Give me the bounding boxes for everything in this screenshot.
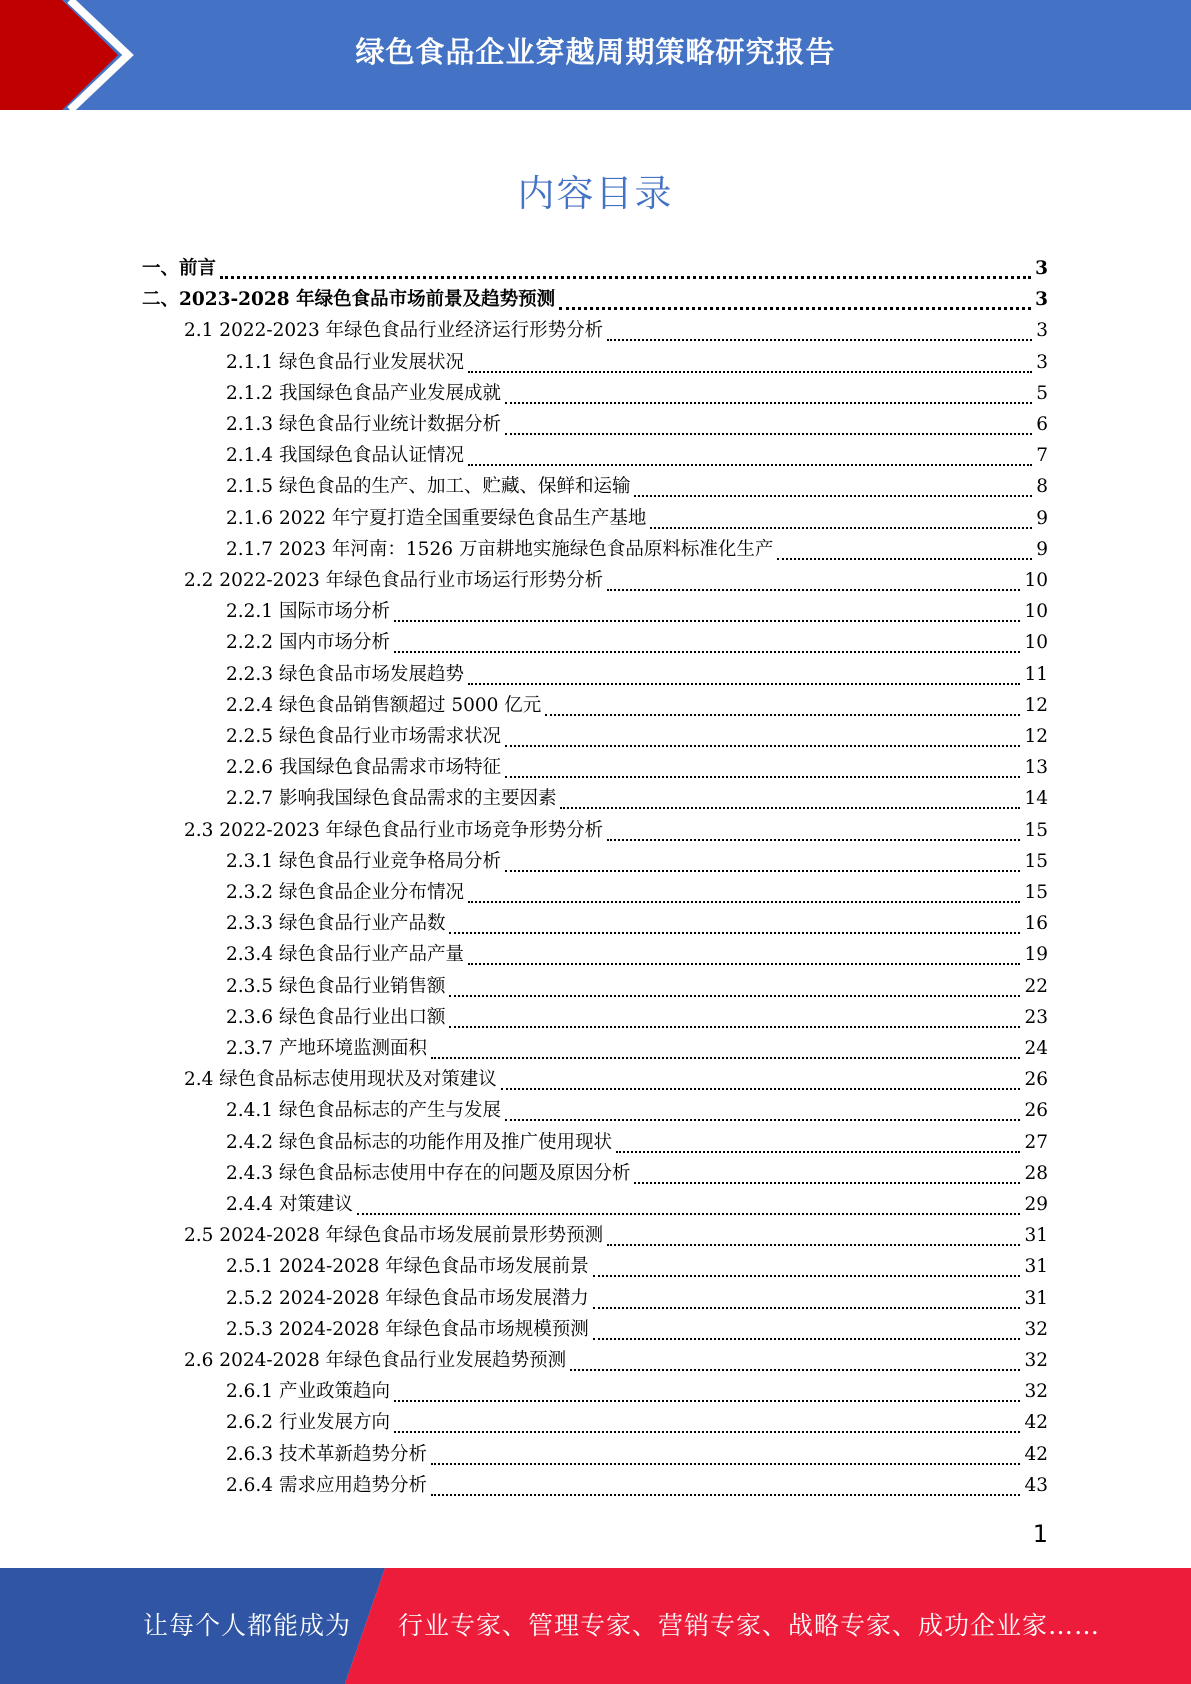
toc-entry-label: 2.1.6 2022 年宁夏打造全国重要绿色食品生产基地 xyxy=(226,507,647,529)
toc-entry-page: 42 xyxy=(1024,1443,1048,1465)
toc-leader-dots xyxy=(545,714,1020,716)
toc-entry[interactable] xyxy=(226,1284,1048,1315)
toc-entry-page: 12 xyxy=(1024,726,1048,747)
toc-leader-dots xyxy=(431,1463,1020,1465)
toc-entry[interactable] xyxy=(226,784,1048,815)
toc-leader-dots xyxy=(570,1369,1020,1371)
toc-entry-label: 2.1.3 绿色食品行业统计数据分析 xyxy=(226,414,501,435)
toc-leader-dots xyxy=(505,745,1020,747)
toc-entry[interactable] xyxy=(142,254,1048,285)
toc-entry[interactable] xyxy=(226,628,1048,659)
toc-entry-page: 10 xyxy=(1024,570,1048,591)
toc-entry-page: 32 xyxy=(1024,1318,1048,1340)
toc-entry-page: 5 xyxy=(1036,382,1048,404)
toc-entry-page: 31 xyxy=(1024,1287,1048,1309)
toc-entry-label: 2.5 2024-2028 年绿色食品市场发展前景形势预测 xyxy=(184,1225,604,1247)
toc-leader-dots xyxy=(634,495,1032,497)
toc-entry-label: 2.3.6 绿色食品行业出口额 xyxy=(226,1006,446,1028)
toc-entry[interactable] xyxy=(226,660,1048,691)
toc-entry[interactable] xyxy=(226,1159,1048,1190)
toc-entry[interactable] xyxy=(184,566,1048,597)
toc-entry-label: 2.3.3 绿色食品行业产品数 xyxy=(226,913,446,935)
toc-entry-page: 23 xyxy=(1024,1006,1048,1028)
toc-leader-dots xyxy=(394,1431,1020,1433)
toc-leader-dots xyxy=(394,651,1020,653)
toc-leader-dots xyxy=(449,995,1020,997)
toc-leader-dots xyxy=(501,1088,1021,1090)
toc-entry-page: 7 xyxy=(1036,445,1048,467)
toc-entry-label: 2.4 绿色食品标志使用现状及对策建议 xyxy=(184,1069,497,1091)
toc-leader-dots xyxy=(505,402,1032,404)
toc-entry-page: 26 xyxy=(1024,1069,1048,1091)
toc-entry-label: 2.6.2 行业发展方向 xyxy=(226,1412,390,1434)
toc-entry-page: 26 xyxy=(1024,1100,1048,1122)
toc-entry[interactable] xyxy=(226,878,1048,909)
toc-entry[interactable] xyxy=(226,972,1048,1003)
toc-entry-page: 32 xyxy=(1024,1381,1048,1403)
toc-entry[interactable] xyxy=(226,691,1048,722)
toc-leader-dots xyxy=(468,901,1020,903)
toc-entry-label: 2.1 2022-2023 年绿色食品行业经济运行形势分析 xyxy=(184,320,604,342)
toc-entry-label: 2.1.1 绿色食品行业发展状况 xyxy=(226,351,464,373)
toc-entry-page: 3 xyxy=(1036,320,1048,342)
toc-entry-label: 2.1.5 绿色食品的生产、加工、贮藏、保鲜和运输 xyxy=(226,476,631,498)
toc-entry-page: 31 xyxy=(1024,1256,1048,1278)
page-footer xyxy=(0,1568,1191,1684)
toc-entry[interactable] xyxy=(226,722,1048,753)
toc-leader-dots xyxy=(593,1338,1021,1340)
toc-entry[interactable] xyxy=(226,1096,1048,1127)
toc-leader-dots xyxy=(560,807,1020,809)
toc-leader-dots xyxy=(559,307,1031,310)
toc-entry-label: 2.4.3 绿色食品标志使用中存在的问题及原因分析 xyxy=(226,1162,631,1184)
toc-entry-label: 2.2.4 绿色食品销售额超过 5000 亿元 xyxy=(226,694,542,716)
toc-leader-dots xyxy=(777,558,1032,560)
toc-entry-page: 42 xyxy=(1024,1412,1048,1434)
toc-leader-dots xyxy=(505,870,1020,872)
toc-leader-dots xyxy=(634,1182,1020,1184)
toc-entry-label: 2.6.4 需求应用趋势分析 xyxy=(226,1474,427,1496)
report-title: 绿色食品企业穿越周期策略研究报告 xyxy=(355,35,836,69)
toc-entry-label: 2.6.1 产业政策趋向 xyxy=(226,1381,390,1403)
toc-entry-label: 2.4.2 绿色食品标志的功能作用及推广使用现状 xyxy=(226,1131,612,1153)
toc-entry-label: 2.4.1 绿色食品标志的产生与发展 xyxy=(226,1100,501,1122)
toc-entry-label: 2.1.4 我国绿色食品认证情况 xyxy=(226,445,464,467)
toc-entry[interactable] xyxy=(226,1471,1048,1502)
toc-entry[interactable] xyxy=(226,441,1048,472)
toc-leader-dots xyxy=(607,339,1032,341)
toc-entry-label: 2.2.3 绿色食品市场发展趋势 xyxy=(226,663,464,685)
toc-entry-label: 2.5.2 2024-2028 年绿色食品市场发展潜力 xyxy=(226,1287,589,1309)
toc-entry-label: 2.3.2 绿色食品企业分布情况 xyxy=(226,882,464,903)
toc-entry-label: 2.3.1 绿色食品行业竞争格局分析 xyxy=(226,850,501,872)
toc-entry[interactable] xyxy=(226,1128,1048,1159)
toc-heading: 内容目录 xyxy=(517,172,674,215)
toc-leader-dots xyxy=(431,1057,1020,1059)
toc-leader-dots xyxy=(505,776,1020,778)
toc-entry-page: 15 xyxy=(1024,850,1048,872)
footer-slogan-left: 让每个人都能成为 xyxy=(143,1611,352,1640)
toc-entry-page: 6 xyxy=(1036,414,1048,435)
toc-entry-page: 28 xyxy=(1024,1162,1048,1184)
toc-leader-dots xyxy=(593,1275,1021,1277)
toc-entry-page: 19 xyxy=(1024,944,1048,966)
toc-entry-page: 32 xyxy=(1024,1350,1048,1371)
page-header xyxy=(0,0,1191,110)
toc-entry[interactable] xyxy=(226,1003,1048,1034)
toc-leader-dots xyxy=(607,1244,1020,1246)
toc-entry-label: 二、2023-2028 年绿色食品市场前景及趋势预测 xyxy=(142,289,556,311)
toc-entry-label: 2.5.3 2024-2028 年绿色食品市场规模预测 xyxy=(226,1318,589,1340)
toc-entry-page: 3 xyxy=(1035,258,1048,279)
toc-entry[interactable] xyxy=(226,909,1048,940)
toc-entry[interactable] xyxy=(226,940,1048,971)
toc-entry[interactable] xyxy=(226,847,1048,878)
toc-entry-label: 2.2.6 我国绿色食品需求市场特征 xyxy=(226,757,501,779)
toc-entry[interactable] xyxy=(226,1315,1048,1346)
toc-entry[interactable] xyxy=(226,1034,1048,1065)
toc-leader-dots xyxy=(505,433,1032,435)
toc-entry-page: 3 xyxy=(1036,351,1048,373)
toc-entry-label: 2.2.2 国内市场分析 xyxy=(226,632,390,654)
toc-leader-dots xyxy=(468,683,1020,685)
toc-entry[interactable] xyxy=(226,472,1048,503)
toc-leader-dots xyxy=(357,1213,1021,1215)
toc-leader-dots xyxy=(468,464,1032,466)
toc-leader-dots xyxy=(394,1400,1020,1402)
toc-entry-label: 2.3.5 绿色食品行业销售额 xyxy=(226,975,446,997)
toc-entry-page: 9 xyxy=(1036,507,1048,529)
toc-entry-page: 43 xyxy=(1024,1474,1048,1496)
toc-leader-dots xyxy=(505,1119,1020,1121)
toc-entry-label: 2.1.2 我国绿色食品产业发展成就 xyxy=(226,382,501,404)
toc-leader-dots xyxy=(449,932,1020,934)
toc-entry-page: 31 xyxy=(1024,1225,1048,1247)
toc-entry-label: 2.2.5 绿色食品行业市场需求状况 xyxy=(226,726,501,747)
toc-entry[interactable] xyxy=(226,1252,1048,1283)
toc-leader-dots xyxy=(616,1151,1020,1153)
toc-entry-label: 2.2.7 影响我国绿色食品需求的主要因素 xyxy=(226,788,557,810)
page-number: 1 xyxy=(1032,1520,1048,1548)
toc-leader-dots xyxy=(468,963,1020,965)
toc-entry-label: 2.3 2022-2023 年绿色食品行业市场竞争形势分析 xyxy=(184,819,604,841)
toc-entry[interactable] xyxy=(226,1408,1048,1439)
toc-entry-label: 2.5.1 2024-2028 年绿色食品市场发展前景 xyxy=(226,1256,589,1278)
toc-entry-label: 2.2 2022-2023 年绿色食品行业市场运行形势分析 xyxy=(184,570,604,591)
footer-slogan-right: 行业专家、管理专家、营销专家、战略专家、成功企业家…… xyxy=(398,1611,1101,1640)
toc-entry-page: 29 xyxy=(1024,1194,1048,1215)
toc-entry[interactable] xyxy=(226,379,1048,410)
toc-entry-label: 2.6.3 技术革新趋势分析 xyxy=(226,1443,427,1465)
toc-entry[interactable] xyxy=(226,1440,1048,1471)
toc-entry[interactable] xyxy=(226,597,1048,628)
toc-entry-page: 12 xyxy=(1024,694,1048,716)
toc-entry-label: 2.3.7 产地环境监测面积 xyxy=(226,1038,427,1059)
toc-entry-page: 24 xyxy=(1024,1038,1048,1059)
toc-entry-page: 27 xyxy=(1024,1131,1048,1153)
toc-leader-dots xyxy=(431,1494,1020,1496)
toc-entry-page: 13 xyxy=(1024,757,1048,779)
toc-entry[interactable] xyxy=(226,410,1048,441)
toc-leader-dots xyxy=(449,1026,1020,1028)
toc-leader-dots xyxy=(650,527,1032,529)
toc-entry-page: 9 xyxy=(1036,538,1048,560)
toc-leader-dots xyxy=(593,1307,1021,1309)
toc-entry-page: 15 xyxy=(1024,819,1048,841)
toc-entry[interactable] xyxy=(226,753,1048,784)
toc-entry-label: 2.3.4 绿色食品行业产品产量 xyxy=(226,944,464,966)
toc-entry-page: 10 xyxy=(1024,632,1048,654)
toc-entry[interactable] xyxy=(226,348,1048,379)
toc-entry[interactable] xyxy=(226,1190,1048,1221)
toc-entry[interactable] xyxy=(142,285,1048,316)
toc-entry-label: 2.1.7 2023 年河南：1526 万亩耕地实施绿色食品原料标准化生产 xyxy=(226,538,774,560)
toc-leader-dots xyxy=(220,276,1031,279)
toc-entry[interactable] xyxy=(184,816,1048,847)
toc-entry[interactable] xyxy=(226,1377,1048,1408)
toc-entry-page: 11 xyxy=(1024,663,1048,685)
toc-entry-page: 8 xyxy=(1036,476,1048,498)
toc-entry[interactable] xyxy=(226,535,1048,566)
toc-entry-page: 16 xyxy=(1024,913,1048,935)
toc-entry-label: 2.2.1 国际市场分析 xyxy=(226,601,390,623)
toc-entry-page: 14 xyxy=(1024,788,1048,810)
toc-leader-dots xyxy=(607,839,1020,841)
toc-entry-page: 3 xyxy=(1035,289,1048,311)
toc-entry-page: 15 xyxy=(1024,882,1048,903)
toc-leader-dots xyxy=(607,589,1020,591)
toc-entry-label: 一、前言 xyxy=(142,258,217,279)
toc-entry-label: 2.6 2024-2028 年绿色食品行业发展趋势预测 xyxy=(184,1350,567,1371)
toc-entry[interactable] xyxy=(184,316,1048,347)
toc-entry-page: 10 xyxy=(1024,601,1048,623)
toc-entry[interactable] xyxy=(226,504,1048,535)
toc-leader-dots xyxy=(468,371,1032,373)
toc-leader-dots xyxy=(394,620,1020,622)
toc-entry-label: 2.4.4 对策建议 xyxy=(226,1194,353,1215)
toc-entry[interactable] xyxy=(184,1346,1048,1377)
toc-entry-page: 22 xyxy=(1024,975,1048,997)
toc-entry[interactable] xyxy=(184,1065,1048,1096)
toc-entry[interactable] xyxy=(184,1221,1048,1252)
